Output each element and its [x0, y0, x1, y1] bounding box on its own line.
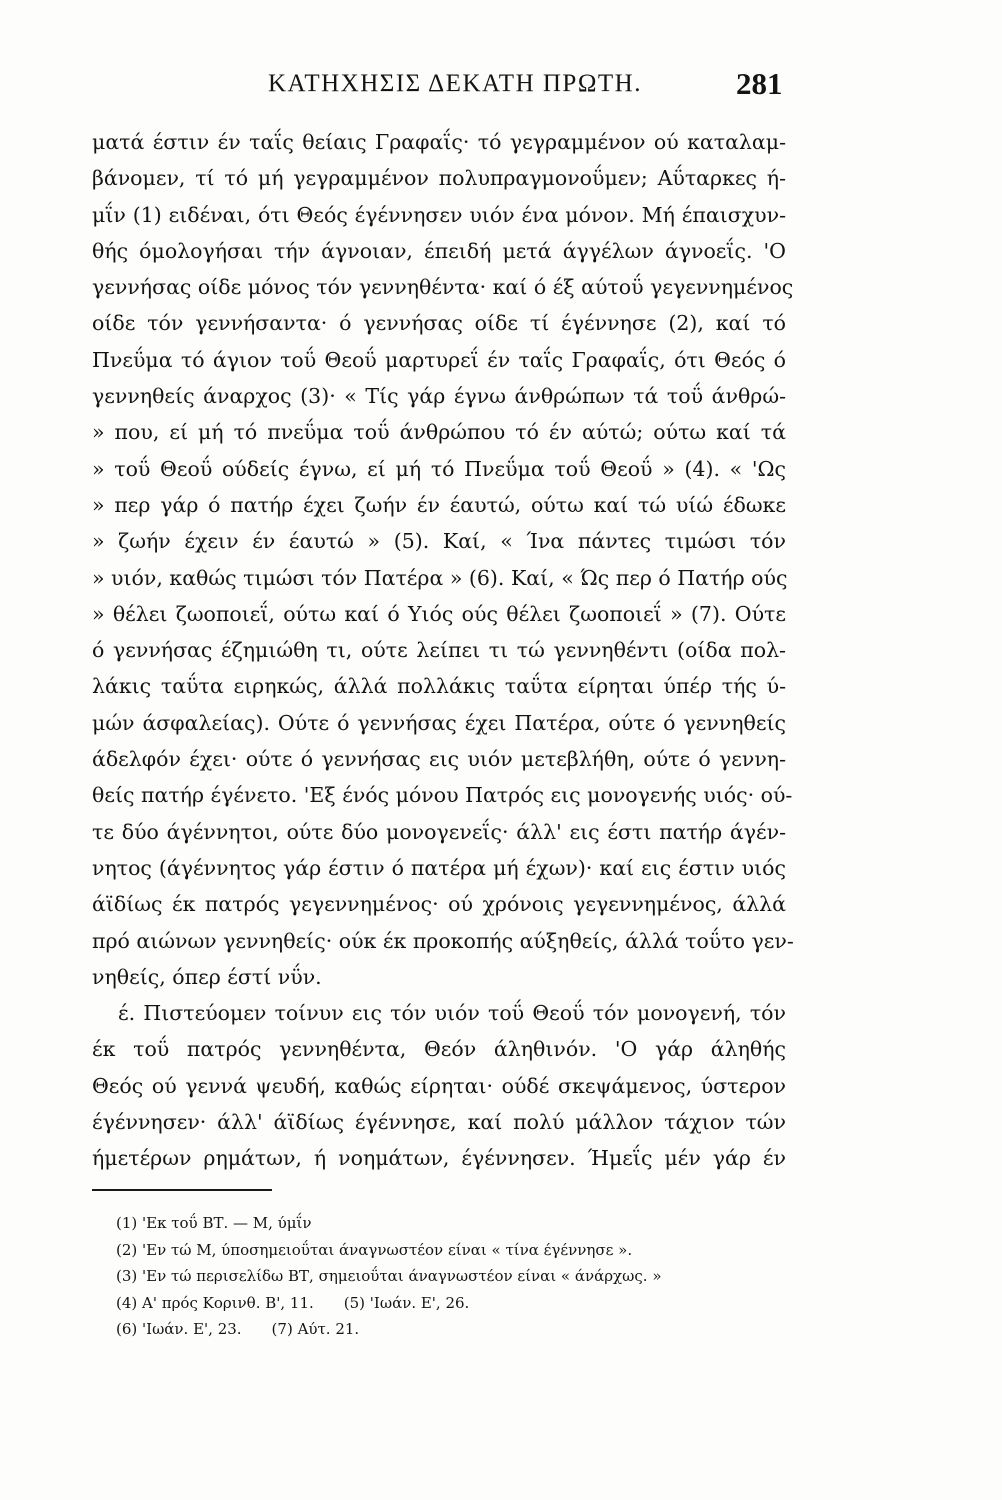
text-line: » θέλει ζωοποιεΐ, ούτω καί ό Υιός ούς θέλει ζωοποιεΐ » (7). Ούτε	[92, 601, 786, 626]
text-line: » ζωήν έχειν έν έαυτώ » (5). Καί, « Ίνα πάντες τιμώσι τόν	[92, 529, 786, 554]
footnote: (3) 'Εν τώ περισελίδω ΒΤ, σημειοΰται άναγνωστέον είναι « άνάρχως. »	[116, 1267, 662, 1286]
text-line: » τοΰ Θεοΰ ούδείς έγνω, εί μή τό Πνεΰμα τοΰ Θεοΰ » (4). « 'Ως	[92, 456, 786, 481]
text-line: έκ τοΰ πατρός γεννηθέντα, Θεόν άληθινόν. 'Ο γάρ άληθής	[92, 1037, 786, 1062]
footnote: (5) 'Ιωάν. Ε', 26.	[343, 1293, 470, 1312]
text-line: θής όμολογήσαι τήν άγνοιαν, έπειδή μετά άγγέλων άγνοεΐς. 'Ο	[92, 238, 786, 263]
footnotes	[116, 1210, 776, 1343]
text-line: γεννήσας οίδε μόνος τόν γεννηθέντα· καί ό έξ αύτοΰ γεγεννημένος	[92, 275, 794, 300]
text-line: ματά έστιν έν ταΐς θείαις Γραφαΐς· τό γεγραμμένον ού καταλαμ-	[92, 130, 786, 154]
footnote: (7) Αύτ. 21.	[271, 1320, 360, 1339]
text-line: οίδε τόν γεννήσαντα· ό γεννήσας οίδε τί έγέννησε (2), καί τό	[92, 311, 786, 336]
footnote: (6) 'Ιωάν. Ε', 23.	[116, 1320, 242, 1339]
text-line: » περ γάρ ό πατήρ έχει ζωήν έν έαυτώ, ούτω καί τώ υίώ έδωκε	[92, 492, 786, 517]
footnote-row	[116, 1290, 776, 1317]
text-line: ήμετέρων ρημάτων, ή νοημάτων, έγέννησεν. Ήμεΐς μέν γάρ έν	[92, 1146, 786, 1171]
text-line: γεννηθείς άναρχος (3)· « Τίς γάρ έγνω άνθρώπων τά τοΰ άνθρώ-	[92, 384, 786, 409]
text-line: άϊδίως έκ πατρός γεγεννημένος· ού χρόνοις γεγεννημένος, άλλά	[92, 892, 786, 917]
footnote: (1) 'Εκ τοΰ ΒΤ. — Μ, ύμΐν	[116, 1214, 312, 1232]
footnote: (2) 'Εν τώ Μ, ύποσημειοΰται άναγνωστέον είναι « τίνα έγέννησε ».	[116, 1240, 633, 1259]
text-line: Πνεΰμα τό άγιον τοΰ Θεοΰ μαρτυρεΐ έν ταΐς Γραφαΐς, ότι Θεός ό	[92, 347, 786, 372]
footnote: (4) Α' πρός Κορινθ. Β', 11.	[116, 1293, 314, 1312]
body-text	[92, 124, 794, 1177]
text-line: θείς πατήρ έγένετο. 'Εξ ένός μόνου Πατρός εις μονογενής υιός· ού-	[92, 783, 793, 808]
text-line: πρό αιώνων γεννηθείς· ούκ έκ προκοπής αύξηθείς, άλλά τοΰτο γεν-	[92, 928, 794, 953]
paragraph-end-line: νηθείς, όπερ έστί νΰν.	[92, 964, 322, 989]
text-line: » που, εί μή τό πνεΰμα τοΰ άνθρώπου τό έν αύτώ; ούτω καί τά	[92, 420, 786, 445]
running-title: ΚΑΤΗΧΗΣΙΣ ΔΕΚΑΤΗ ΠΡΩΤΗ.	[268, 70, 642, 97]
text-line: ό γεννήσας έζημιώθη τι, ούτε λείπει τι τώ γεννηθέντι (οίδα πολ-	[92, 638, 786, 663]
text-line: βάνομεν, τί τό μή γεγραμμένον πολυπραγμονοΰμεν; Αΰταρκες ή-	[92, 166, 786, 191]
text-line: έγέννησεν· άλλ' άϊδίως έγέννησε, καί πολύ μάλλον τάχιον τών	[92, 1110, 786, 1135]
text-line: » υιόν, καθώς τιμώσι τόν Πατέρα » (6). Καί, « Ώς περ ό Πατήρ ούς	[92, 565, 788, 590]
text-line: μών άσφαλείας). Ούτε ό γεννήσας έχει Πατέρα, ούτε ό γεννηθείς	[92, 710, 786, 735]
text-line: άδελφόν έχει· ούτε ό γεννήσας εις υιόν μετεβλήθη, ούτε ό γεννη-	[92, 747, 786, 772]
text-line: νητος (άγέννητος γάρ έστιν ό πατέρα μή έχων)· καί εις έστιν υιός	[92, 855, 786, 880]
text-line: μΐν (1) ειδέναι, ότι Θεός έγέννησεν υιόν ένα μόνον. Μή έπαισχυν-	[92, 202, 786, 227]
page-number: 281	[736, 66, 783, 101]
footnote-row	[116, 1316, 776, 1343]
text-line: λάκις ταΰτα ειρηκώς, άλλά πολλάκις ταΰτα είρηται ύπέρ τής ύ-	[92, 674, 786, 699]
paragraph-start-line: έ. Πιστεύομεν τοίνυν εις τόν υιόν τοΰ Θεοΰ τόν μονογενή, τόν	[118, 1001, 786, 1026]
footnote-divider	[92, 1189, 272, 1191]
text-line: Θεός ού γεννά ψευδή, καθώς είρηται· ούδέ σκεψάμενος, ύστερον	[92, 1073, 786, 1098]
text-line: τε δύο άγέννητοι, ούτε δύο μονογενεΐς· άλλ' εις έστι πατήρ άγέν-	[92, 819, 786, 844]
